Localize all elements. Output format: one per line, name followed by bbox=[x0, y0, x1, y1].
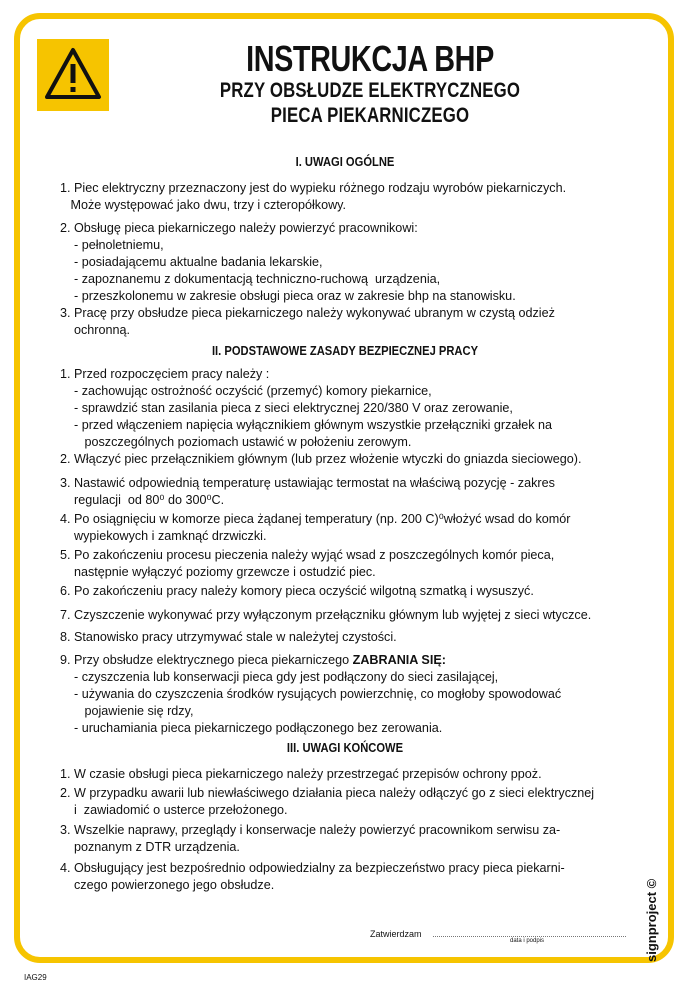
list-item: 1. Piec elektryczny przeznaczony jest do wypieku różnego rodzaju wyrobów piekarniczych. Może występować jako dwu, trzy i czteropółkowy. bbox=[60, 181, 567, 212]
list-item: 3. Nastawić odpowiednią temperaturę ustawiając termostat na właściwą pozycję - zakres regulacji od 80⁰ do 300⁰C. bbox=[60, 476, 555, 507]
list-item-prohibitions bbox=[60, 652, 640, 669]
page-title: INSTRUKCJA BHP bbox=[246, 38, 494, 79]
signature-note: data i podpis bbox=[510, 938, 545, 944]
list-item: 2. Włączyć piec przełącznikiem głównym (lub przez włożenie wtyczki do gniazda sieciowego). bbox=[60, 452, 582, 466]
section-heading-general: I. UWAGI OGÓLNE bbox=[295, 154, 395, 169]
list-item: 4. Obsługujący jest bezpośrednio odpowiedzialny za bezpieczeństwo pracy pieca piekarni- czego powierzonego jego obsłudze. bbox=[60, 861, 565, 892]
list-item: 3. Pracę przy obsłudze pieca piekarniczego należy wykonywać ubranym w czystą odzież ochronną. bbox=[60, 306, 555, 337]
list-item: 5. Po zakończeniu procesu pieczenia należy wyjąć wsad z poszczególnych komór pieca, następnie wyłączyć poziomy grzewcze i ostudzić piec. bbox=[60, 548, 555, 579]
page-subtitle-line1: PRZY OBSŁUDZE ELEKTRYCZNEGO bbox=[219, 79, 521, 102]
brand-text: signproject © bbox=[644, 878, 659, 962]
warning-triangle-icon bbox=[44, 47, 102, 101]
list-item: 1. W czasie obsługi pieca piekarniczego należy przestrzegać przepisów ochrony ppoż. bbox=[60, 767, 542, 781]
list-item: 8. Stanowisko pracy utrzymywać stale w należytej czystości. bbox=[60, 630, 397, 644]
prohibition-list: - czyszczenia lub konserwacji pieca gdy jest podłączony do sieci zasilającej, - używania do czyszczenia środków rysujących powierzchnię, co mogłoby spowodować pojawienie się rdzy, - uruchamiania pieca piekarniczego podłączonego bez zerowania. bbox=[73, 670, 562, 735]
product-code: IAG29 bbox=[24, 973, 47, 982]
header-title-block bbox=[150, 40, 590, 128]
list-item: 2. Obsługę pieca piekarniczego należy powierzyć pracownikowi: - pełnoletniemu, - posiadającemu aktualne badania lekarskie, - zapoznanemu z dokumentacją techniczno-ruchową urządzenia, - przeszkolonemu w zakresie obsługi pieca oraz w zakresie bhp na stanowisku. bbox=[60, 221, 516, 303]
list-item: 2. W przypadku awarii lub niewłaściwego działania pieca należy odłączyć go z sieci elektrycznej i zawiadomić o usterce przełożonego. bbox=[60, 786, 595, 817]
prohibition-intro: 9. Przy obsłudze elektrycznego pieca piekarniczego bbox=[60, 653, 353, 667]
list-item: 4. Po osiągnięciu w komorze pieca żądanej temperatury (np. 200 C)⁰włożyć wsad do komór wypiekowych i zamknąć drzwiczki. bbox=[60, 512, 571, 543]
approval-label: Zatwierdzam bbox=[370, 929, 422, 939]
page-subtitle-line2: PIECA PIEKARNICZEGO bbox=[270, 104, 470, 127]
signature-line bbox=[433, 936, 626, 937]
list-item: 7. Czyszczenie wykonywać przy wyłączonym przełączniku głównym lub wyjętej z sieci wtyczce. bbox=[60, 608, 592, 622]
section-heading-final: III. UWAGI KOŃCOWE bbox=[286, 740, 404, 755]
section-heading-safety-rules: II. PODSTAWOWE ZASADY BEZPIECZNEJ PRACY bbox=[211, 343, 479, 358]
list-item: 3. Wszelkie naprawy, przeglądy i konserwacje należy powierzyć pracownikom serwisu za- poznanym z DTR urządzenia. bbox=[60, 823, 561, 854]
list-item: 1. Przed rozpoczęciem pracy należy : - zachowując ostrożność oczyścić (przemyć) komory piekarnice, - sprawdzić stan zasilania pieca z sieci elektrycznej 220/380 V oraz zerowanie, - przed włączeniem napięcia wyłącznikiem głównym wszystkie przełączniki grzałek na poszczególnych poziomach ustawić w położeniu zerowym. bbox=[60, 367, 553, 449]
prohibition-label: ZABRANIA SIĘ: bbox=[352, 653, 446, 667]
warning-sign-box bbox=[37, 39, 109, 111]
list-item: 6. Po zakończeniu pracy należy komory pieca oczyścić wilgotną szmatką i wysuszyć. bbox=[60, 584, 534, 598]
brand-mark bbox=[644, 830, 664, 970]
